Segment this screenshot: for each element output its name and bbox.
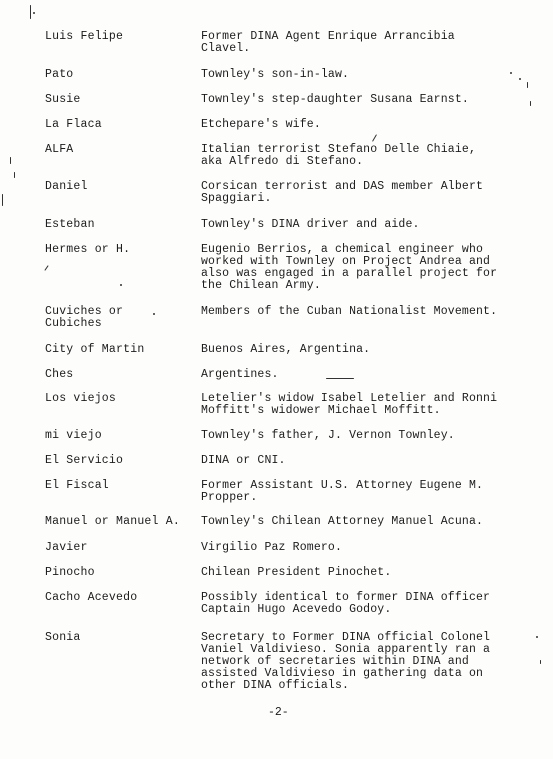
scan-artifact — [527, 82, 528, 88]
entry-definition: Possibly identical to former DINA officer Captain Hugo Acevedo Godoy. — [201, 591, 491, 616]
scan-artifact — [2, 194, 3, 206]
entry-term: Daniel — [45, 180, 88, 193]
entry-term: Esteban — [45, 218, 95, 231]
entry-definition: Former DINA Agent Enrique Arrancibia Clavel. — [201, 30, 455, 55]
entry-term: Luis Felipe — [45, 30, 124, 43]
entry-definition: Eugenio Berrios, a chemical engineer who worked with Townley on Project Andrea and also was engaged in a parallel project for the Chilean Army. — [201, 243, 498, 292]
entry-term: Sonia — [45, 631, 81, 644]
entry-definition: Townley's Chilean Attorney Manuel Acuna. — [201, 515, 484, 528]
entry-term: El Servicio — [45, 454, 124, 467]
entry-term: El Fiscal — [45, 479, 109, 492]
scan-artifact — [326, 378, 354, 379]
scan-artifact — [510, 72, 512, 74]
scan-artifact — [30, 5, 31, 19]
entry-definition: Argentines. — [201, 368, 279, 381]
entry-definition: Townley's DINA driver and aide. — [201, 218, 420, 231]
entry-term: Javier — [45, 541, 88, 554]
scan-artifact — [530, 101, 531, 106]
entry-term: Hermes or H. — [45, 243, 131, 256]
entry-definition: Secretary to Former DINA official Colonel Vaniel Valdivieso. Sonia apparently ran a network of secretaries within DINA and assisted Valdivieso in gathering data on other DINA officials. — [201, 631, 491, 692]
entry-term: Ches — [45, 368, 74, 381]
entry-term: Susie — [45, 93, 81, 106]
entry-term: City of Martin — [45, 343, 145, 356]
entry-definition: DINA or CNI. — [201, 454, 286, 467]
entry-definition: Members of the Cuban Nationalist Movement. — [201, 305, 498, 318]
entry-definition: Corsican terrorist and DAS member Albert Spaggiari. — [201, 180, 484, 205]
entry-term: Cacho Acevedo — [45, 591, 138, 604]
scan-artifact — [153, 313, 155, 315]
entry-term: Pinocho — [45, 566, 95, 579]
entry-definition: Townley's father, J. Vernon Townley. — [201, 429, 455, 442]
scan-artifact — [536, 636, 538, 638]
entry-definition: Chilean President Pinochet. — [201, 566, 392, 579]
scan-artifact — [44, 265, 48, 270]
entry-definition: Virgilio Paz Romero. — [201, 541, 343, 554]
entry-definition: Townley's son-in-law. — [201, 68, 350, 81]
entry-term: ALFA — [45, 143, 74, 156]
entry-term: Cuviches or Cubiches — [45, 305, 124, 330]
page-number: -2- — [268, 706, 289, 719]
scan-artifact — [14, 172, 15, 178]
entry-definition: Italian terrorist Stefano Delle Chiaie, aka Alfredo di Stefano. — [201, 143, 476, 168]
scan-artifact — [372, 134, 377, 141]
scan-artifact — [120, 284, 122, 286]
entry-definition: Former Assistant U.S. Attorney Eugene M. Propper. — [201, 479, 484, 504]
entry-definition: Letelier's widow Isabel Letelier and Ronni Moffitt's widower Michael Moffitt. — [201, 392, 498, 417]
entry-definition: Townley's step-daughter Susana Earnst. — [201, 93, 469, 106]
entry-term: Manuel or Manuel A. — [45, 515, 180, 528]
entry-term: La Flaca — [45, 118, 102, 131]
entry-term: mi viejo — [45, 429, 102, 442]
scan-artifact — [33, 12, 35, 14]
scan-artifact — [519, 78, 521, 80]
entry-definition: Etchepare's wife. — [201, 118, 321, 131]
entry-term: Pato — [45, 68, 74, 81]
scan-artifact — [10, 157, 11, 164]
scan-artifact — [540, 660, 541, 664]
entry-term: Los viejos — [45, 392, 117, 405]
entry-definition: Buenos Aires, Argentina. — [201, 343, 371, 356]
